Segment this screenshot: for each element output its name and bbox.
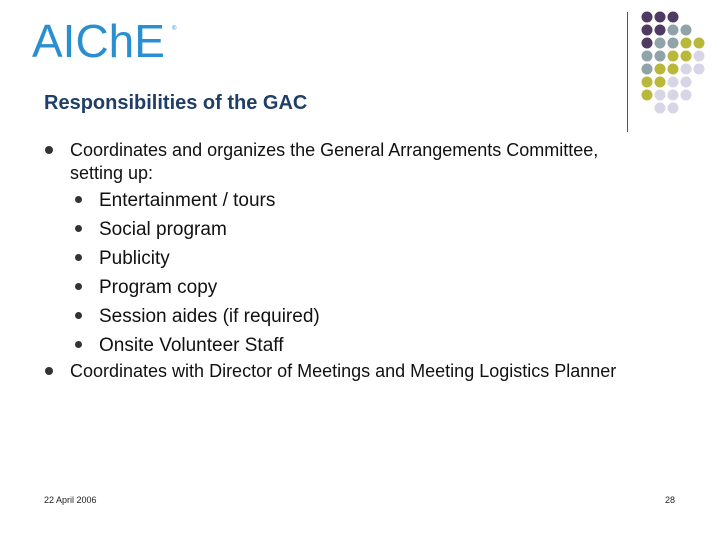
deco-dot — [668, 64, 679, 75]
bullet-dot-icon — [75, 341, 82, 348]
deco-dot — [694, 64, 705, 75]
bullet-dot-icon — [45, 146, 53, 154]
bullet-item — [44, 139, 644, 185]
bullet-dot-icon — [75, 254, 82, 261]
deco-dot — [668, 103, 679, 114]
decorative-dot-grid — [0, 0, 720, 140]
deco-dot — [668, 38, 679, 49]
sub-bullet-item — [44, 215, 644, 244]
footer-date: 22 April 2006 — [44, 495, 97, 505]
deco-dot — [655, 77, 666, 88]
sub-bullet-item — [44, 186, 644, 215]
deco-dot — [668, 77, 679, 88]
sub-bullet-item — [44, 302, 644, 331]
bullet-dot-icon — [75, 312, 82, 319]
deco-dot — [642, 51, 653, 62]
deco-dot — [655, 103, 666, 114]
deco-dot — [694, 38, 705, 49]
deco-dot — [655, 25, 666, 36]
deco-dot — [668, 90, 679, 101]
sub-bullet-text: Social program — [99, 219, 227, 240]
bullet-item — [44, 360, 644, 383]
deco-dot — [655, 38, 666, 49]
deco-dot — [655, 64, 666, 75]
deco-dot — [668, 12, 679, 23]
deco-dot — [681, 25, 692, 36]
sub-bullet-text: Publicity — [99, 248, 170, 269]
slide-content — [44, 139, 644, 383]
deco-dot — [642, 77, 653, 88]
deco-dot — [642, 38, 653, 49]
deco-dot — [668, 25, 679, 36]
bullet-dot-icon — [75, 283, 82, 290]
bullet-dot-icon — [75, 196, 82, 203]
sub-bullet-text: Program copy — [99, 277, 218, 298]
sub-bullet-text: Session aides (if required) — [99, 306, 320, 327]
deco-dot — [642, 12, 653, 23]
registered-mark: ® — [172, 26, 177, 32]
deco-dot — [694, 51, 705, 62]
aiche-logo: AIChE — [32, 15, 165, 67]
deco-dot — [642, 25, 653, 36]
deco-dot — [655, 51, 666, 62]
sub-bullet-item — [44, 244, 644, 273]
bullet-text: Coordinates with Director of Meetings and Meeting Logistics Planner — [70, 361, 617, 381]
deco-dot — [681, 64, 692, 75]
bullet-text: Coordinates and organizes the General Arrangements Committee, setting up: — [70, 140, 599, 183]
slide-title: Responsibilities of the GAC — [44, 92, 308, 114]
deco-dot — [642, 90, 653, 101]
page-number: 28 — [665, 495, 676, 505]
deco-dot — [655, 90, 666, 101]
deco-dot — [681, 38, 692, 49]
bullet-dot-icon — [45, 367, 53, 375]
sub-bullet-text: Entertainment / tours — [99, 190, 276, 211]
sub-bullet-item — [44, 273, 644, 302]
deco-dot — [681, 90, 692, 101]
deco-dot — [642, 64, 653, 75]
sub-bullet-item — [44, 331, 644, 360]
deco-dot — [681, 51, 692, 62]
sub-bullet-text: Onsite Volunteer Staff — [99, 335, 284, 356]
deco-dot — [668, 51, 679, 62]
bullet-dot-icon — [75, 225, 82, 232]
deco-dot — [655, 12, 666, 23]
deco-dot — [681, 77, 692, 88]
